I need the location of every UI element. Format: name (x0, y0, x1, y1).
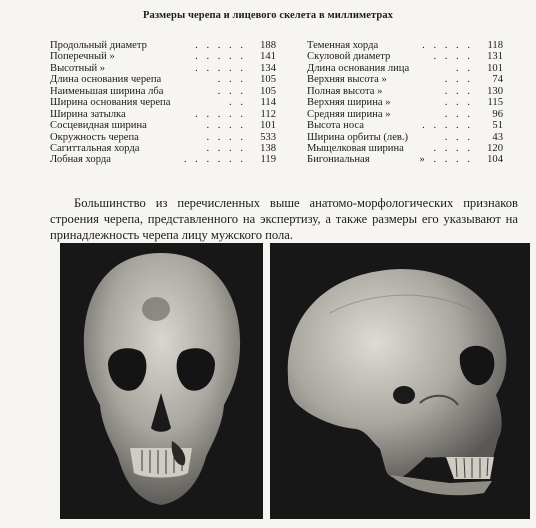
row-dots: . . . . . (422, 40, 473, 51)
row-value: 188 (260, 40, 276, 51)
row-value: 141 (260, 51, 276, 63)
measurements-table-left (50, 40, 276, 166)
row-dots: . . . . . (195, 108, 246, 120)
row-value: 112 (260, 108, 276, 120)
row-value: 115 (487, 97, 503, 109)
row-value: 130 (487, 85, 503, 97)
row-value: 120 (487, 142, 503, 154)
table-title: Размеры черепа и лицевого скелета в миллиметрах (142, 10, 394, 21)
row-value: 101 (260, 120, 276, 132)
row-label: Лобная хорда (50, 154, 111, 166)
row-value: 43 (492, 131, 503, 143)
row-value: 101 (487, 62, 503, 74)
row-dots: . . . (217, 85, 246, 97)
row-label: Длина основания лица (307, 62, 410, 74)
table-row (307, 74, 503, 85)
row-dots: . . . . . (195, 62, 246, 74)
table-row (307, 40, 503, 51)
row-label: Ширина основания черепа (50, 97, 171, 109)
row-label: Сагиттальная хорда (50, 142, 140, 154)
row-value: 118 (487, 40, 503, 51)
row-dots: » . . . . (419, 154, 473, 166)
row-value: 138 (260, 142, 276, 154)
row-value: 533 (260, 131, 276, 143)
table-row (50, 86, 276, 97)
row-dots: . . (456, 62, 473, 74)
row-dots: . . . (444, 131, 473, 143)
row-dots: . . . (444, 74, 473, 86)
table-row (50, 120, 276, 131)
row-label: Теменная хорда (307, 40, 379, 51)
measurements-table-right (307, 40, 503, 166)
row-dots: . . . (444, 85, 473, 97)
table-row (50, 40, 276, 51)
row-label: Длина основания черепа (50, 74, 162, 86)
table-row (307, 154, 503, 165)
row-dots: . . . . (433, 51, 473, 63)
row-value: 74 (492, 74, 503, 86)
row-label: Продольный диаметр (50, 40, 147, 51)
row-value: 104 (487, 154, 503, 166)
table-row (307, 109, 503, 120)
row-label: Высотный » (50, 62, 106, 74)
row-label: Высота носа (307, 120, 364, 132)
row-dots: . . . . . (195, 40, 246, 51)
row-value: 105 (260, 85, 276, 97)
skull-side-icon (270, 243, 530, 519)
row-value: 131 (487, 51, 503, 63)
skull-front-icon (60, 243, 263, 519)
row-value: 119 (260, 154, 276, 166)
table-row (50, 74, 276, 85)
row-value: 134 (260, 62, 276, 74)
row-dots: . . . . . . (183, 154, 246, 166)
row-dots: . . . . (206, 120, 246, 132)
table-row (307, 63, 503, 74)
row-dots: . . . . (206, 131, 246, 143)
row-label: Окружность черепа (50, 131, 139, 143)
row-dots: . . . . (433, 142, 473, 154)
table-row (307, 120, 503, 131)
row-value: 51 (492, 120, 503, 132)
row-label: Мыщелковая ширина (307, 142, 404, 154)
row-value: 96 (492, 108, 503, 120)
row-label: Верхняя высота » (307, 74, 387, 86)
row-label: Бигониальная (307, 154, 370, 166)
row-label: Наименьшая ширина лба (50, 85, 164, 97)
skull-lateral-photo (270, 243, 530, 519)
row-label: Ширина орбиты (лев.) (307, 131, 409, 143)
row-dots: . . (229, 97, 246, 109)
row-dots: . . . (444, 108, 473, 120)
row-label: Верхняя ширина » (307, 97, 391, 109)
table-row (50, 143, 276, 154)
row-dots: . . . . . (195, 51, 246, 63)
row-value: 114 (260, 97, 276, 109)
table-row (50, 97, 276, 108)
row-dots: . . . (217, 74, 246, 86)
table-row (307, 97, 503, 108)
table-row (50, 63, 276, 74)
table-row (50, 109, 276, 120)
row-label: Скуловой диаметр (307, 51, 391, 63)
row-label: Поперечный » (50, 51, 115, 63)
table-row (307, 132, 503, 143)
row-label: Полная высота » (307, 85, 383, 97)
table-row (50, 51, 276, 62)
row-value: 105 (260, 74, 276, 86)
table-row (307, 86, 503, 97)
table-row (307, 51, 503, 62)
skull-frontal-photo (60, 243, 263, 519)
row-dots: . . . . . (422, 120, 473, 132)
row-label: Средняя ширина » (307, 108, 391, 120)
table-row (307, 143, 503, 154)
row-dots: . . . . (206, 142, 246, 154)
conclusion-paragraph: Большинство из перечисленных выше анатомо-морфологических признаков строения черепа, представленного на экспертизу, а также размеры его указывают на принадлежность черепа лицу мужского пола. (50, 195, 518, 242)
table-row (50, 132, 276, 143)
row-label: Ширина затылка (50, 108, 126, 120)
row-dots: . . . (444, 97, 473, 109)
row-label: Сосцевидная ширина (50, 120, 147, 132)
table-row (50, 154, 276, 165)
